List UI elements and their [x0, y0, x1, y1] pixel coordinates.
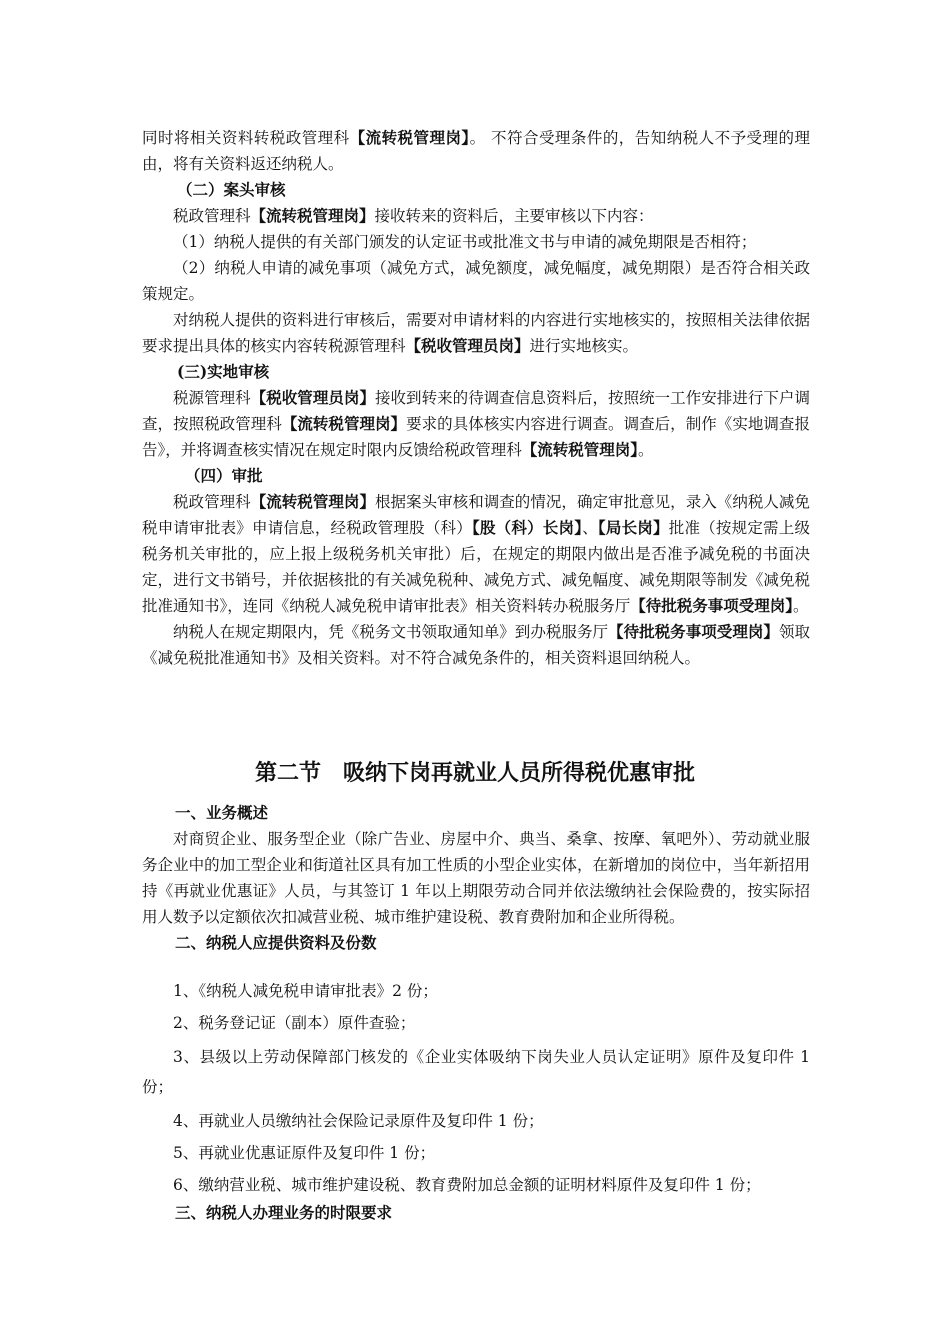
paragraph	[142, 619, 810, 671]
subheading: (三)实地审核	[177, 362, 270, 381]
text: 同时将相关资料转税政管理科	[142, 129, 350, 147]
text: 要求的具体核实内容进行调查。调查后，制作《实地调查报告》，并将调查核实情况在规定时限内反馈给税政管理科	[142, 415, 810, 459]
text: 领取《减免税批准通知书》及相关资料。对不符合减免条件的，相关资料退回纳税人。	[142, 623, 810, 667]
bold-term: 【待批税务事项受理岗】	[608, 622, 779, 641]
section-1-body	[142, 125, 810, 671]
bold-term: 【流转税管理岗】	[521, 440, 639, 459]
bold-term: 【流转税管理岗】	[281, 414, 407, 433]
text: 、	[582, 519, 598, 537]
bold-term: 【流转税管理岗】	[250, 206, 375, 225]
bold-term: 【税收管理员岗】	[405, 336, 530, 355]
list-item: 2、税务登记证（副本）原件查验；	[173, 1014, 416, 1032]
list-item: 4、再就业人员缴纳社会保险记录原件及复印件 1 份；	[173, 1112, 544, 1130]
subheading: （四）审批	[185, 466, 263, 485]
paragraph	[142, 489, 810, 619]
section-2-body	[142, 800, 810, 956]
list-item: 6、缴纳营业税、城市维护建设税、教育费附加总金额的证明材料原件及复印件 1 份；	[173, 1176, 761, 1194]
list-item: 1、《纳税人减免税申请审批表》2 份；	[173, 982, 438, 1000]
text: 税政管理科	[173, 493, 251, 511]
paragraph	[142, 307, 810, 359]
paragraph: 对商贸企业、服务型企业（除广告业、房屋中介、典当、桑拿、按摩、氧吧外）、劳动就业服务企业中的加工型企业和街道社区具有加工性质的小型企业实体，在新增加的岗位中，当年新招用持《再就业优惠证》人员，与其签订 1 年以上期限劳动合同并依法缴纳社会保险费的，按实际招用人数予以定额依次扣减营业税、城市维护建设税、教育费附加和企业所得税。	[142, 830, 810, 926]
paragraph: （2）纳税人申请的减免事项（减免方式，减免额度，减免幅度，减免期限）是否符合相关政策规定。	[142, 259, 810, 303]
list-item: 3、县级以上劳动保障部门核发的《企业实体吸纳下岗失业人员认定证明》原件及复印件 1 份；	[142, 1048, 810, 1096]
text: 纳税人在规定期限内，凭《税务文书领取通知单》到办税服务厅	[173, 623, 609, 641]
text: 税源管理科	[173, 389, 251, 407]
bold-term: 【流转税管理岗】	[349, 128, 470, 147]
section-title: 第二节 吸纳下岗再就业人员所得税优惠审批	[254, 761, 695, 786]
paragraph: （1）纳税人提供的有关部门颁发的认定证书或批准文书与申请的减免期限是否相符；	[173, 233, 757, 251]
text: 接收转来的资料后，主要审核以下内容：	[374, 207, 654, 225]
text: 接收到转来的待调查信息资料后，按照统一工作安排进行下户调查，按照税政管理科	[142, 389, 810, 433]
subheading: 二、纳税人应提供资料及份数	[175, 933, 377, 952]
bold-term: 【待批税务事项受理岗】	[630, 596, 794, 615]
text: 税政管理科	[173, 207, 251, 225]
paragraph	[142, 203, 810, 229]
bold-term: 【税收管理员岗】	[250, 388, 375, 407]
text: 。	[638, 441, 654, 459]
subheading: 一、业务概述	[175, 803, 269, 822]
text: 批准（按规定需上级税务机关审批的，应上报上级税务机关审批）后，在规定的期限内做出是否准予减免税的书面决定，进行文书销号，并依据核批的有关减免税种、减免方式、减免幅度、减免期限等制发《减免税批准通知书》，连同《纳税人减免税申请审批表》相关资料转办税服务厅	[142, 519, 810, 615]
bold-term: 【流转税管理岗】	[250, 492, 375, 511]
paragraph	[142, 125, 810, 177]
subheading: （二）案头审核	[177, 180, 286, 199]
text: 对纳税人提供的资料进行审核后，需要对申请材料的内容进行实地核实的，按照相关法律依据要求提出具体的核实内容转税源管理科	[142, 311, 810, 355]
text: 。	[793, 597, 809, 615]
text: 进行实地核实。	[529, 337, 639, 355]
text: 。 不符合受理条件的，告知纳税人不予受理的理由，将有关资料返还纳税人。	[142, 129, 810, 173]
list-item: 5、再就业优惠证原件及复印件 1 份；	[173, 1144, 436, 1162]
bold-term: 【局长岗】	[597, 518, 669, 537]
subheading: 三、纳税人办理业务的时限要求	[175, 1203, 393, 1222]
bold-term: 【股（科）长岗】	[471, 518, 583, 537]
materials-list	[142, 978, 810, 1226]
text: 根据案头审核和调查的情况，确定审批意见，录入《纳税人减免税申请审批表》申请信息，经税政管理股（科）	[142, 493, 810, 537]
paragraph	[142, 385, 810, 463]
